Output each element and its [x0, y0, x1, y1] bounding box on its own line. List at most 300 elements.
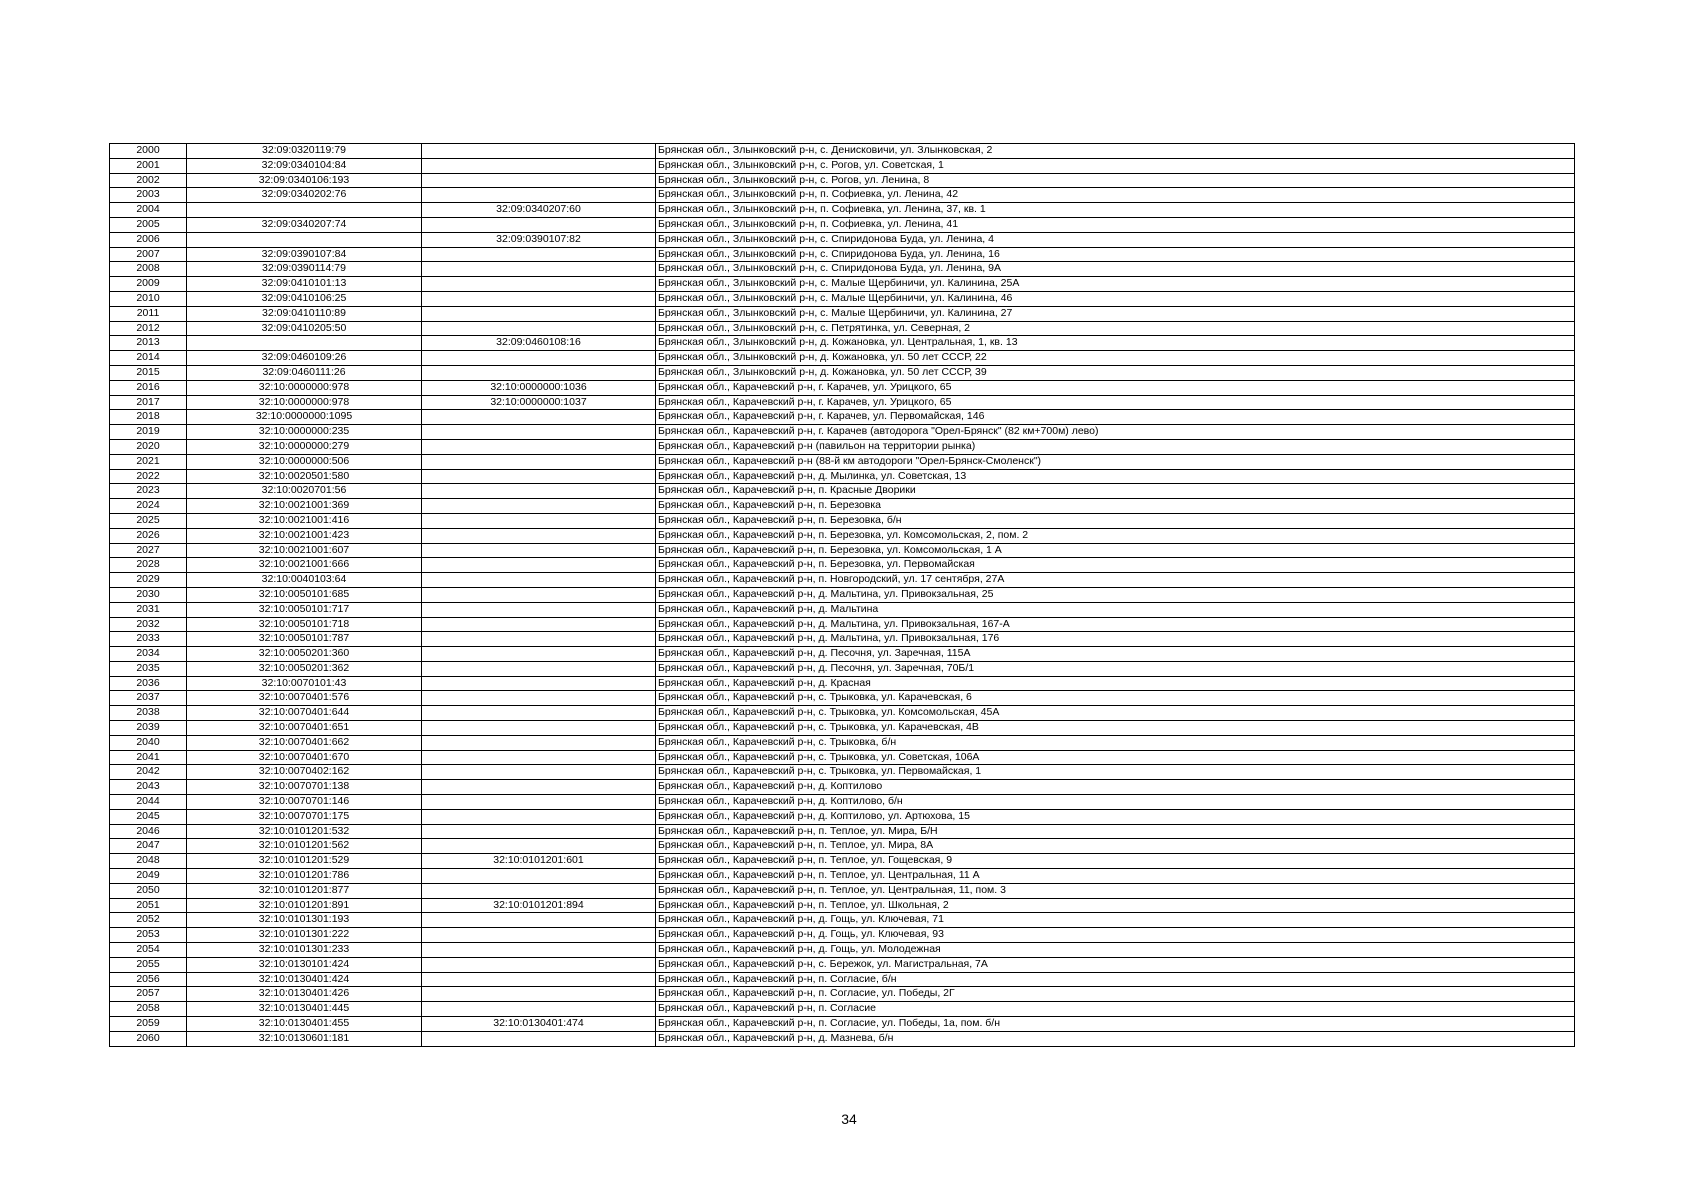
table-row — [110, 543, 1575, 558]
linked-cadastral-number-cell — [422, 291, 656, 306]
row-number-cell: 2032 — [110, 617, 187, 632]
row-number-cell: 2046 — [110, 824, 187, 839]
table-row — [110, 558, 1575, 573]
linked-cadastral-number-cell — [422, 765, 656, 780]
table-row — [110, 854, 1575, 869]
row-number-cell: 2033 — [110, 632, 187, 647]
cadastral-number-cell: 32:09:0460109:26 — [187, 351, 422, 366]
row-number-cell: 2042 — [110, 765, 187, 780]
row-number-cell: 2055 — [110, 957, 187, 972]
cadastral-number-cell: 32:10:0020501:580 — [187, 469, 422, 484]
cadastral-number-cell: 32:10:0000000:506 — [187, 454, 422, 469]
table-row — [110, 795, 1575, 810]
cadastral-number-cell: 32:10:0000000:235 — [187, 425, 422, 440]
cadastral-number-cell: 32:10:0050201:362 — [187, 661, 422, 676]
table-row — [110, 735, 1575, 750]
address-cell: Брянская обл., Злынковский р-н, с. Спиридонова Буда, ул. Ленина, 9А — [656, 262, 1575, 277]
cadastral-number-cell: 32:10:0070402:162 — [187, 765, 422, 780]
linked-cadastral-number-cell: 32:09:0390107:82 — [422, 232, 656, 247]
linked-cadastral-number-cell: 32:10:0000000:1037 — [422, 395, 656, 410]
linked-cadastral-number-cell — [422, 587, 656, 602]
linked-cadastral-number-cell — [422, 484, 656, 499]
row-number-cell: 2001 — [110, 158, 187, 173]
address-cell: Брянская обл., Карачевский р-н, п. Красные Дворики — [656, 484, 1575, 499]
linked-cadastral-number-cell — [422, 632, 656, 647]
address-cell: Брянская обл., Карачевский р-н, с. Трыковка, б/н — [656, 735, 1575, 750]
cadastral-number-cell: 32:09:0410101:13 — [187, 277, 422, 292]
linked-cadastral-number-cell — [422, 735, 656, 750]
cadastral-number-cell: 32:09:0460111:26 — [187, 365, 422, 380]
cadastral-number-cell: 32:10:0070701:138 — [187, 780, 422, 795]
row-number-cell: 2015 — [110, 365, 187, 380]
linked-cadastral-number-cell — [422, 247, 656, 262]
row-number-cell: 2000 — [110, 144, 187, 159]
linked-cadastral-number-cell: 32:10:0101201:894 — [422, 898, 656, 913]
table-row — [110, 617, 1575, 632]
address-cell: Брянская обл., Злынковский р-н, п. Софиевка, ул. Ленина, 41 — [656, 217, 1575, 232]
linked-cadastral-number-cell — [422, 454, 656, 469]
address-cell: Брянская обл., Злынковский р-н, с. Рогов, ул. Советская, 1 — [656, 158, 1575, 173]
linked-cadastral-number-cell — [422, 647, 656, 662]
row-number-cell: 2045 — [110, 809, 187, 824]
linked-cadastral-number-cell — [422, 1002, 656, 1017]
table-row — [110, 454, 1575, 469]
table-row — [110, 513, 1575, 528]
address-cell: Брянская обл., Карачевский р-н, п. Березовка, ул. Комсомольская, 2, пом. 2 — [656, 528, 1575, 543]
linked-cadastral-number-cell — [422, 750, 656, 765]
address-cell: Брянская обл., Карачевский р-н, д. Мальтина, ул. Привокзальная, 167-А — [656, 617, 1575, 632]
address-cell: Брянская обл., Карачевский р-н, п. Новгородский, ул. 17 сентября, 27А — [656, 573, 1575, 588]
row-number-cell: 2009 — [110, 277, 187, 292]
row-number-cell: 2040 — [110, 735, 187, 750]
address-cell: Брянская обл., Карачевский р-н, с. Трыковка, ул. Первомайская, 1 — [656, 765, 1575, 780]
linked-cadastral-number-cell — [422, 499, 656, 514]
linked-cadastral-number-cell — [422, 262, 656, 277]
table-row — [110, 587, 1575, 602]
row-number-cell: 2003 — [110, 188, 187, 203]
table-row — [110, 425, 1575, 440]
row-number-cell: 2012 — [110, 321, 187, 336]
cadastral-number-cell: 32:10:0070401:651 — [187, 721, 422, 736]
table-row — [110, 898, 1575, 913]
table-row — [110, 691, 1575, 706]
address-cell: Брянская обл., Злынковский р-н, с. Петрятинка, ул. Северная, 2 — [656, 321, 1575, 336]
linked-cadastral-number-cell — [422, 306, 656, 321]
row-number-cell: 2054 — [110, 943, 187, 958]
table-row — [110, 262, 1575, 277]
cadastral-number-cell: 32:09:0390114:79 — [187, 262, 422, 277]
linked-cadastral-number-cell — [422, 883, 656, 898]
linked-cadastral-number-cell — [422, 410, 656, 425]
linked-cadastral-number-cell — [422, 439, 656, 454]
linked-cadastral-number-cell — [422, 144, 656, 159]
cadastral-number-cell: 32:10:0000000:978 — [187, 380, 422, 395]
row-number-cell: 2047 — [110, 839, 187, 854]
address-cell: Брянская обл., Карачевский р-н, д. Коптилово, ул. Артюхова, 15 — [656, 809, 1575, 824]
table-row — [110, 306, 1575, 321]
row-number-cell: 2002 — [110, 173, 187, 188]
linked-cadastral-number-cell — [422, 173, 656, 188]
row-number-cell: 2005 — [110, 217, 187, 232]
linked-cadastral-number-cell — [422, 928, 656, 943]
table-row — [110, 913, 1575, 928]
address-cell: Брянская обл., Карачевский р-н, п. Березовка — [656, 499, 1575, 514]
table-row — [110, 365, 1575, 380]
linked-cadastral-number-cell — [422, 972, 656, 987]
address-cell: Брянская обл., Карачевский р-н, п. Теплое, ул. Центральная, 11, пом. 3 — [656, 883, 1575, 898]
linked-cadastral-number-cell — [422, 351, 656, 366]
cadastral-number-cell: 32:10:0000000:1095 — [187, 410, 422, 425]
table-row — [110, 839, 1575, 854]
cadastral-number-cell: 32:10:0050101:787 — [187, 632, 422, 647]
cadastral-number-cell: 32:10:0000000:978 — [187, 395, 422, 410]
table-row — [110, 277, 1575, 292]
table-row — [110, 943, 1575, 958]
address-cell: Брянская обл., Злынковский р-н, д. Кожановка, ул. Центральная, 1, кв. 13 — [656, 336, 1575, 351]
address-cell: Брянская обл., Карачевский р-н, п. Теплое, ул. Школьная, 2 — [656, 898, 1575, 913]
address-cell: Брянская обл., Карачевский р-н, д. Мылинка, ул. Советская, 13 — [656, 469, 1575, 484]
row-number-cell: 2019 — [110, 425, 187, 440]
row-number-cell: 2028 — [110, 558, 187, 573]
row-number-cell: 2018 — [110, 410, 187, 425]
address-cell: Брянская обл., Карачевский р-н, с. Трыковка, ул. Карачевская, 6 — [656, 691, 1575, 706]
linked-cadastral-number-cell — [422, 987, 656, 1002]
table-row — [110, 647, 1575, 662]
table-row — [110, 824, 1575, 839]
table-row — [110, 632, 1575, 647]
row-number-cell: 2034 — [110, 647, 187, 662]
cadastral-number-cell: 32:09:0340207:74 — [187, 217, 422, 232]
address-cell: Брянская обл., Злынковский р-н, п. Софиевка, ул. Ленина, 42 — [656, 188, 1575, 203]
cadastral-number-cell: 32:10:0130401:455 — [187, 1017, 422, 1032]
linked-cadastral-number-cell: 32:10:0000000:1036 — [422, 380, 656, 395]
address-cell: Брянская обл., Карачевский р-н, д. Гощь, ул. Ключевая, 93 — [656, 928, 1575, 943]
linked-cadastral-number-cell — [422, 824, 656, 839]
address-cell: Брянская обл., Карачевский р-н, с. Трыковка, ул. Комсомольская, 45А — [656, 706, 1575, 721]
linked-cadastral-number-cell — [422, 188, 656, 203]
table-row — [110, 602, 1575, 617]
table-row — [110, 144, 1575, 159]
row-number-cell: 2049 — [110, 869, 187, 884]
linked-cadastral-number-cell — [422, 321, 656, 336]
linked-cadastral-number-cell — [422, 158, 656, 173]
row-number-cell: 2020 — [110, 439, 187, 454]
cadastral-number-cell: 32:10:0070401:670 — [187, 750, 422, 765]
cadastral-number-cell: 32:10:0130401:426 — [187, 987, 422, 1002]
address-cell: Брянская обл., Карачевский р-н, д. Мальтина, ул. Привокзальная, 25 — [656, 587, 1575, 602]
row-number-cell: 2043 — [110, 780, 187, 795]
linked-cadastral-number-cell: 32:09:0340207:60 — [422, 203, 656, 218]
row-number-cell: 2039 — [110, 721, 187, 736]
cadastral-number-cell: 32:09:0410110:89 — [187, 306, 422, 321]
linked-cadastral-number-cell — [422, 602, 656, 617]
cadastral-number-cell: 32:10:0070401:644 — [187, 706, 422, 721]
row-number-cell: 2037 — [110, 691, 187, 706]
address-cell: Брянская обл., Карачевский р-н, п. Согласие, ул. Победы, 2Г — [656, 987, 1575, 1002]
address-cell: Брянская обл., Карачевский р-н, г. Карачев, ул. Урицкого, 65 — [656, 395, 1575, 410]
row-number-cell: 2058 — [110, 1002, 187, 1017]
linked-cadastral-number-cell — [422, 839, 656, 854]
table-row — [110, 780, 1575, 795]
table-row — [110, 158, 1575, 173]
linked-cadastral-number-cell — [422, 217, 656, 232]
address-cell: Брянская обл., Карачевский р-н, п. Теплое, ул. Мира, Б/Н — [656, 824, 1575, 839]
table-row — [110, 706, 1575, 721]
row-number-cell: 2017 — [110, 395, 187, 410]
linked-cadastral-number-cell — [422, 913, 656, 928]
cadastral-number-cell: 32:09:0390107:84 — [187, 247, 422, 262]
cadastral-number-cell — [187, 336, 422, 351]
table-row — [110, 484, 1575, 499]
linked-cadastral-number-cell — [422, 706, 656, 721]
cadastral-number-cell: 32:10:0021001:416 — [187, 513, 422, 528]
cadastral-number-cell: 32:10:0101201:891 — [187, 898, 422, 913]
row-number-cell: 2004 — [110, 203, 187, 218]
linked-cadastral-number-cell — [422, 528, 656, 543]
table-row — [110, 173, 1575, 188]
address-cell: Брянская обл., Злынковский р-н, с. Малые Щербиничи, ул. Калинина, 25А — [656, 277, 1575, 292]
table-row — [110, 291, 1575, 306]
cadastral-number-cell: 32:10:0070401:576 — [187, 691, 422, 706]
address-cell: Брянская обл., Карачевский р-н, г. Карачев, ул. Урицкого, 65 — [656, 380, 1575, 395]
linked-cadastral-number-cell — [422, 365, 656, 380]
table-row — [110, 380, 1575, 395]
table-row — [110, 928, 1575, 943]
table-row — [110, 869, 1575, 884]
row-number-cell: 2026 — [110, 528, 187, 543]
address-cell: Брянская обл., Карачевский р-н, п. Березовка, ул. Комсомольская, 1 А — [656, 543, 1575, 558]
linked-cadastral-number-cell — [422, 558, 656, 573]
cadastral-number-cell: 32:10:0101201:529 — [187, 854, 422, 869]
table-row — [110, 987, 1575, 1002]
table-row — [110, 573, 1575, 588]
table-row — [110, 1031, 1575, 1046]
table-body — [110, 144, 1575, 1047]
table-row — [110, 528, 1575, 543]
row-number-cell: 2014 — [110, 351, 187, 366]
linked-cadastral-number-cell — [422, 780, 656, 795]
linked-cadastral-number-cell — [422, 957, 656, 972]
address-cell: Брянская обл., Карачевский р-н, д. Коптилово, б/н — [656, 795, 1575, 810]
row-number-cell: 2044 — [110, 795, 187, 810]
address-cell: Брянская обл., Карачевский р-н, д. Песочня, ул. Заречная, 70Б/1 — [656, 661, 1575, 676]
linked-cadastral-number-cell — [422, 869, 656, 884]
address-cell: Брянская обл., Карачевский р-н, д. Песочня, ул. Заречная, 115А — [656, 647, 1575, 662]
cadastral-number-cell: 32:10:0050101:685 — [187, 587, 422, 602]
address-cell: Брянская обл., Карачевский р-н, д. Гощь, ул. Ключевая, 71 — [656, 913, 1575, 928]
linked-cadastral-number-cell — [422, 943, 656, 958]
row-number-cell: 2029 — [110, 573, 187, 588]
data-table — [109, 143, 1575, 1047]
cadastral-number-cell: 32:09:0340202:76 — [187, 188, 422, 203]
linked-cadastral-number-cell — [422, 676, 656, 691]
linked-cadastral-number-cell — [422, 661, 656, 676]
address-cell: Брянская обл., Карачевский р-н, п. Теплое, ул. Мира, 8А — [656, 839, 1575, 854]
table-row — [110, 469, 1575, 484]
cadastral-number-cell: 32:10:0040103:64 — [187, 573, 422, 588]
table-row — [110, 351, 1575, 366]
cadastral-number-cell: 32:10:0050101:717 — [187, 602, 422, 617]
cadastral-number-cell: 32:10:0070701:175 — [187, 809, 422, 824]
row-number-cell: 2059 — [110, 1017, 187, 1032]
cadastral-number-cell: 32:10:0050101:718 — [187, 617, 422, 632]
table-row — [110, 883, 1575, 898]
address-cell: Брянская обл., Карачевский р-н, п. Теплое, ул. Гощевская, 9 — [656, 854, 1575, 869]
table-row — [110, 321, 1575, 336]
linked-cadastral-number-cell — [422, 809, 656, 824]
address-cell: Брянская обл., Карачевский р-н, д. Мальтина, ул. Привокзальная, 176 — [656, 632, 1575, 647]
row-number-cell: 2036 — [110, 676, 187, 691]
row-number-cell: 2050 — [110, 883, 187, 898]
row-number-cell: 2007 — [110, 247, 187, 262]
cadastral-number-cell: 32:10:0021001:369 — [187, 499, 422, 514]
row-number-cell: 2013 — [110, 336, 187, 351]
cadastral-number-cell: 32:10:0101301:222 — [187, 928, 422, 943]
row-number-cell: 2027 — [110, 543, 187, 558]
row-number-cell: 2022 — [110, 469, 187, 484]
cadastral-number-cell — [187, 203, 422, 218]
cadastral-number-cell: 32:10:0101301:233 — [187, 943, 422, 958]
row-number-cell: 2056 — [110, 972, 187, 987]
cadastral-number-cell: 32:10:0020701:56 — [187, 484, 422, 499]
cadastral-number-cell: 32:09:0320119:79 — [187, 144, 422, 159]
address-cell: Брянская обл., Злынковский р-н, с. Денисковичи, ул. Злынковская, 2 — [656, 144, 1575, 159]
linked-cadastral-number-cell — [422, 721, 656, 736]
cadastral-number-cell: 32:10:0101301:193 — [187, 913, 422, 928]
row-number-cell: 2041 — [110, 750, 187, 765]
linked-cadastral-number-cell — [422, 795, 656, 810]
address-cell: Брянская обл., Злынковский р-н, с. Малые Щербиничи, ул. Калинина, 46 — [656, 291, 1575, 306]
table-row — [110, 809, 1575, 824]
table-row — [110, 203, 1575, 218]
table-row — [110, 247, 1575, 262]
row-number-cell: 2008 — [110, 262, 187, 277]
linked-cadastral-number-cell — [422, 277, 656, 292]
table-row — [110, 439, 1575, 454]
row-number-cell: 2031 — [110, 602, 187, 617]
cadastral-number-cell: 32:10:0050201:360 — [187, 647, 422, 662]
table-row — [110, 395, 1575, 410]
address-cell: Брянская обл., Карачевский р-н, г. Карачев, ул. Первомайская, 146 — [656, 410, 1575, 425]
address-cell: Брянская обл., Карачевский р-н, д. Коптилово — [656, 780, 1575, 795]
table-row — [110, 1017, 1575, 1032]
address-cell: Брянская обл., Карачевский р-н, г. Карачев (автодорога "Орел-Брянск" (82 км+700м) лево) — [656, 425, 1575, 440]
table-row — [110, 1002, 1575, 1017]
cadastral-number-cell: 32:10:0070701:146 — [187, 795, 422, 810]
table-row — [110, 217, 1575, 232]
address-cell: Брянская обл., Карачевский р-н, с. Бережок, ул. Магистральная, 7А — [656, 957, 1575, 972]
row-number-cell: 2052 — [110, 913, 187, 928]
row-number-cell: 2006 — [110, 232, 187, 247]
address-cell: Брянская обл., Карачевский р-н (павильон на территории рынка) — [656, 439, 1575, 454]
address-cell: Брянская обл., Злынковский р-н, п. Софиевка, ул. Ленина, 37, кв. 1 — [656, 203, 1575, 218]
address-cell: Брянская обл., Карачевский р-н (88-й км автодороги "Орел-Брянск-Смоленск") — [656, 454, 1575, 469]
cadastral-number-cell: 32:09:0340104:84 — [187, 158, 422, 173]
linked-cadastral-number-cell — [422, 469, 656, 484]
cadastral-number-cell: 32:10:0130401:445 — [187, 1002, 422, 1017]
address-cell: Брянская обл., Карачевский р-н, д. Гощь, ул. Молодежная — [656, 943, 1575, 958]
linked-cadastral-number-cell: 32:10:0130401:474 — [422, 1017, 656, 1032]
table-row — [110, 410, 1575, 425]
address-cell: Брянская обл., Карачевский р-н, с. Трыковка, ул. Советская, 106А — [656, 750, 1575, 765]
address-cell: Брянская обл., Карачевский р-н, п. Согласие, ул. Победы, 1а, пом. б/н — [656, 1017, 1575, 1032]
table-row — [110, 336, 1575, 351]
table-row — [110, 661, 1575, 676]
row-number-cell: 2030 — [110, 587, 187, 602]
row-number-cell: 2048 — [110, 854, 187, 869]
table-row — [110, 750, 1575, 765]
table-row — [110, 676, 1575, 691]
linked-cadastral-number-cell — [422, 617, 656, 632]
table-row — [110, 232, 1575, 247]
row-number-cell: 2021 — [110, 454, 187, 469]
address-cell: Брянская обл., Злынковский р-н, с. Малые Щербиничи, ул. Калинина, 27 — [656, 306, 1575, 321]
linked-cadastral-number-cell — [422, 425, 656, 440]
address-cell: Брянская обл., Карачевский р-н, п. Березовка, ул. Первомайская — [656, 558, 1575, 573]
address-cell: Брянская обл., Карачевский р-н, д. Мазнева, б/н — [656, 1031, 1575, 1046]
linked-cadastral-number-cell — [422, 573, 656, 588]
table-row — [110, 188, 1575, 203]
row-number-cell: 2016 — [110, 380, 187, 395]
linked-cadastral-number-cell — [422, 513, 656, 528]
row-number-cell: 2023 — [110, 484, 187, 499]
cadastral-number-cell: 32:09:0340106:193 — [187, 173, 422, 188]
row-number-cell: 2053 — [110, 928, 187, 943]
cadastral-number-cell: 32:09:0410205:50 — [187, 321, 422, 336]
cadastral-number-cell — [187, 232, 422, 247]
address-cell: Брянская обл., Злынковский р-н, д. Кожановка, ул. 50 лет СССР, 22 — [656, 351, 1575, 366]
address-cell: Брянская обл., Карачевский р-н, п. Теплое, ул. Центральная, 11 А — [656, 869, 1575, 884]
linked-cadastral-number-cell — [422, 1031, 656, 1046]
row-number-cell: 2057 — [110, 987, 187, 1002]
address-cell: Брянская обл., Злынковский р-н, с. Рогов, ул. Ленина, 8 — [656, 173, 1575, 188]
address-cell: Брянская обл., Карачевский р-н, д. Красная — [656, 676, 1575, 691]
cadastral-number-cell: 32:09:0410106:25 — [187, 291, 422, 306]
cadastral-number-cell: 32:10:0070101:43 — [187, 676, 422, 691]
table-row — [110, 499, 1575, 514]
address-cell: Брянская обл., Карачевский р-н, д. Мальтина — [656, 602, 1575, 617]
linked-cadastral-number-cell: 32:09:0460108:16 — [422, 336, 656, 351]
linked-cadastral-number-cell — [422, 543, 656, 558]
cadastral-number-cell: 32:10:0130401:424 — [187, 972, 422, 987]
cadastral-number-cell: 32:10:0130101:424 — [187, 957, 422, 972]
cadastral-number-cell: 32:10:0101201:532 — [187, 824, 422, 839]
cadastral-number-cell: 32:10:0130601:181 — [187, 1031, 422, 1046]
row-number-cell: 2024 — [110, 499, 187, 514]
cadastral-number-cell: 32:10:0101201:786 — [187, 869, 422, 884]
cadastral-number-cell: 32:10:0021001:423 — [187, 528, 422, 543]
row-number-cell: 2025 — [110, 513, 187, 528]
cadastral-number-cell: 32:10:0070401:662 — [187, 735, 422, 750]
cadastral-number-cell: 32:10:0021001:666 — [187, 558, 422, 573]
address-cell: Брянская обл., Злынковский р-н, с. Спиридонова Буда, ул. Ленина, 16 — [656, 247, 1575, 262]
page-number: 34 — [841, 1111, 857, 1127]
table-row — [110, 721, 1575, 736]
table-row — [110, 957, 1575, 972]
row-number-cell: 2051 — [110, 898, 187, 913]
cadastral-number-cell: 32:10:0000000:279 — [187, 439, 422, 454]
address-cell: Брянская обл., Карачевский р-н, п. Согласие, б/н — [656, 972, 1575, 987]
row-number-cell: 2010 — [110, 291, 187, 306]
table-row — [110, 972, 1575, 987]
address-cell: Брянская обл., Карачевский р-н, п. Согласие — [656, 1002, 1575, 1017]
row-number-cell: 2038 — [110, 706, 187, 721]
cadastral-number-cell: 32:10:0101201:877 — [187, 883, 422, 898]
row-number-cell: 2011 — [110, 306, 187, 321]
linked-cadastral-number-cell — [422, 691, 656, 706]
linked-cadastral-number-cell: 32:10:0101201:601 — [422, 854, 656, 869]
cadastral-number-cell: 32:10:0101201:562 — [187, 839, 422, 854]
